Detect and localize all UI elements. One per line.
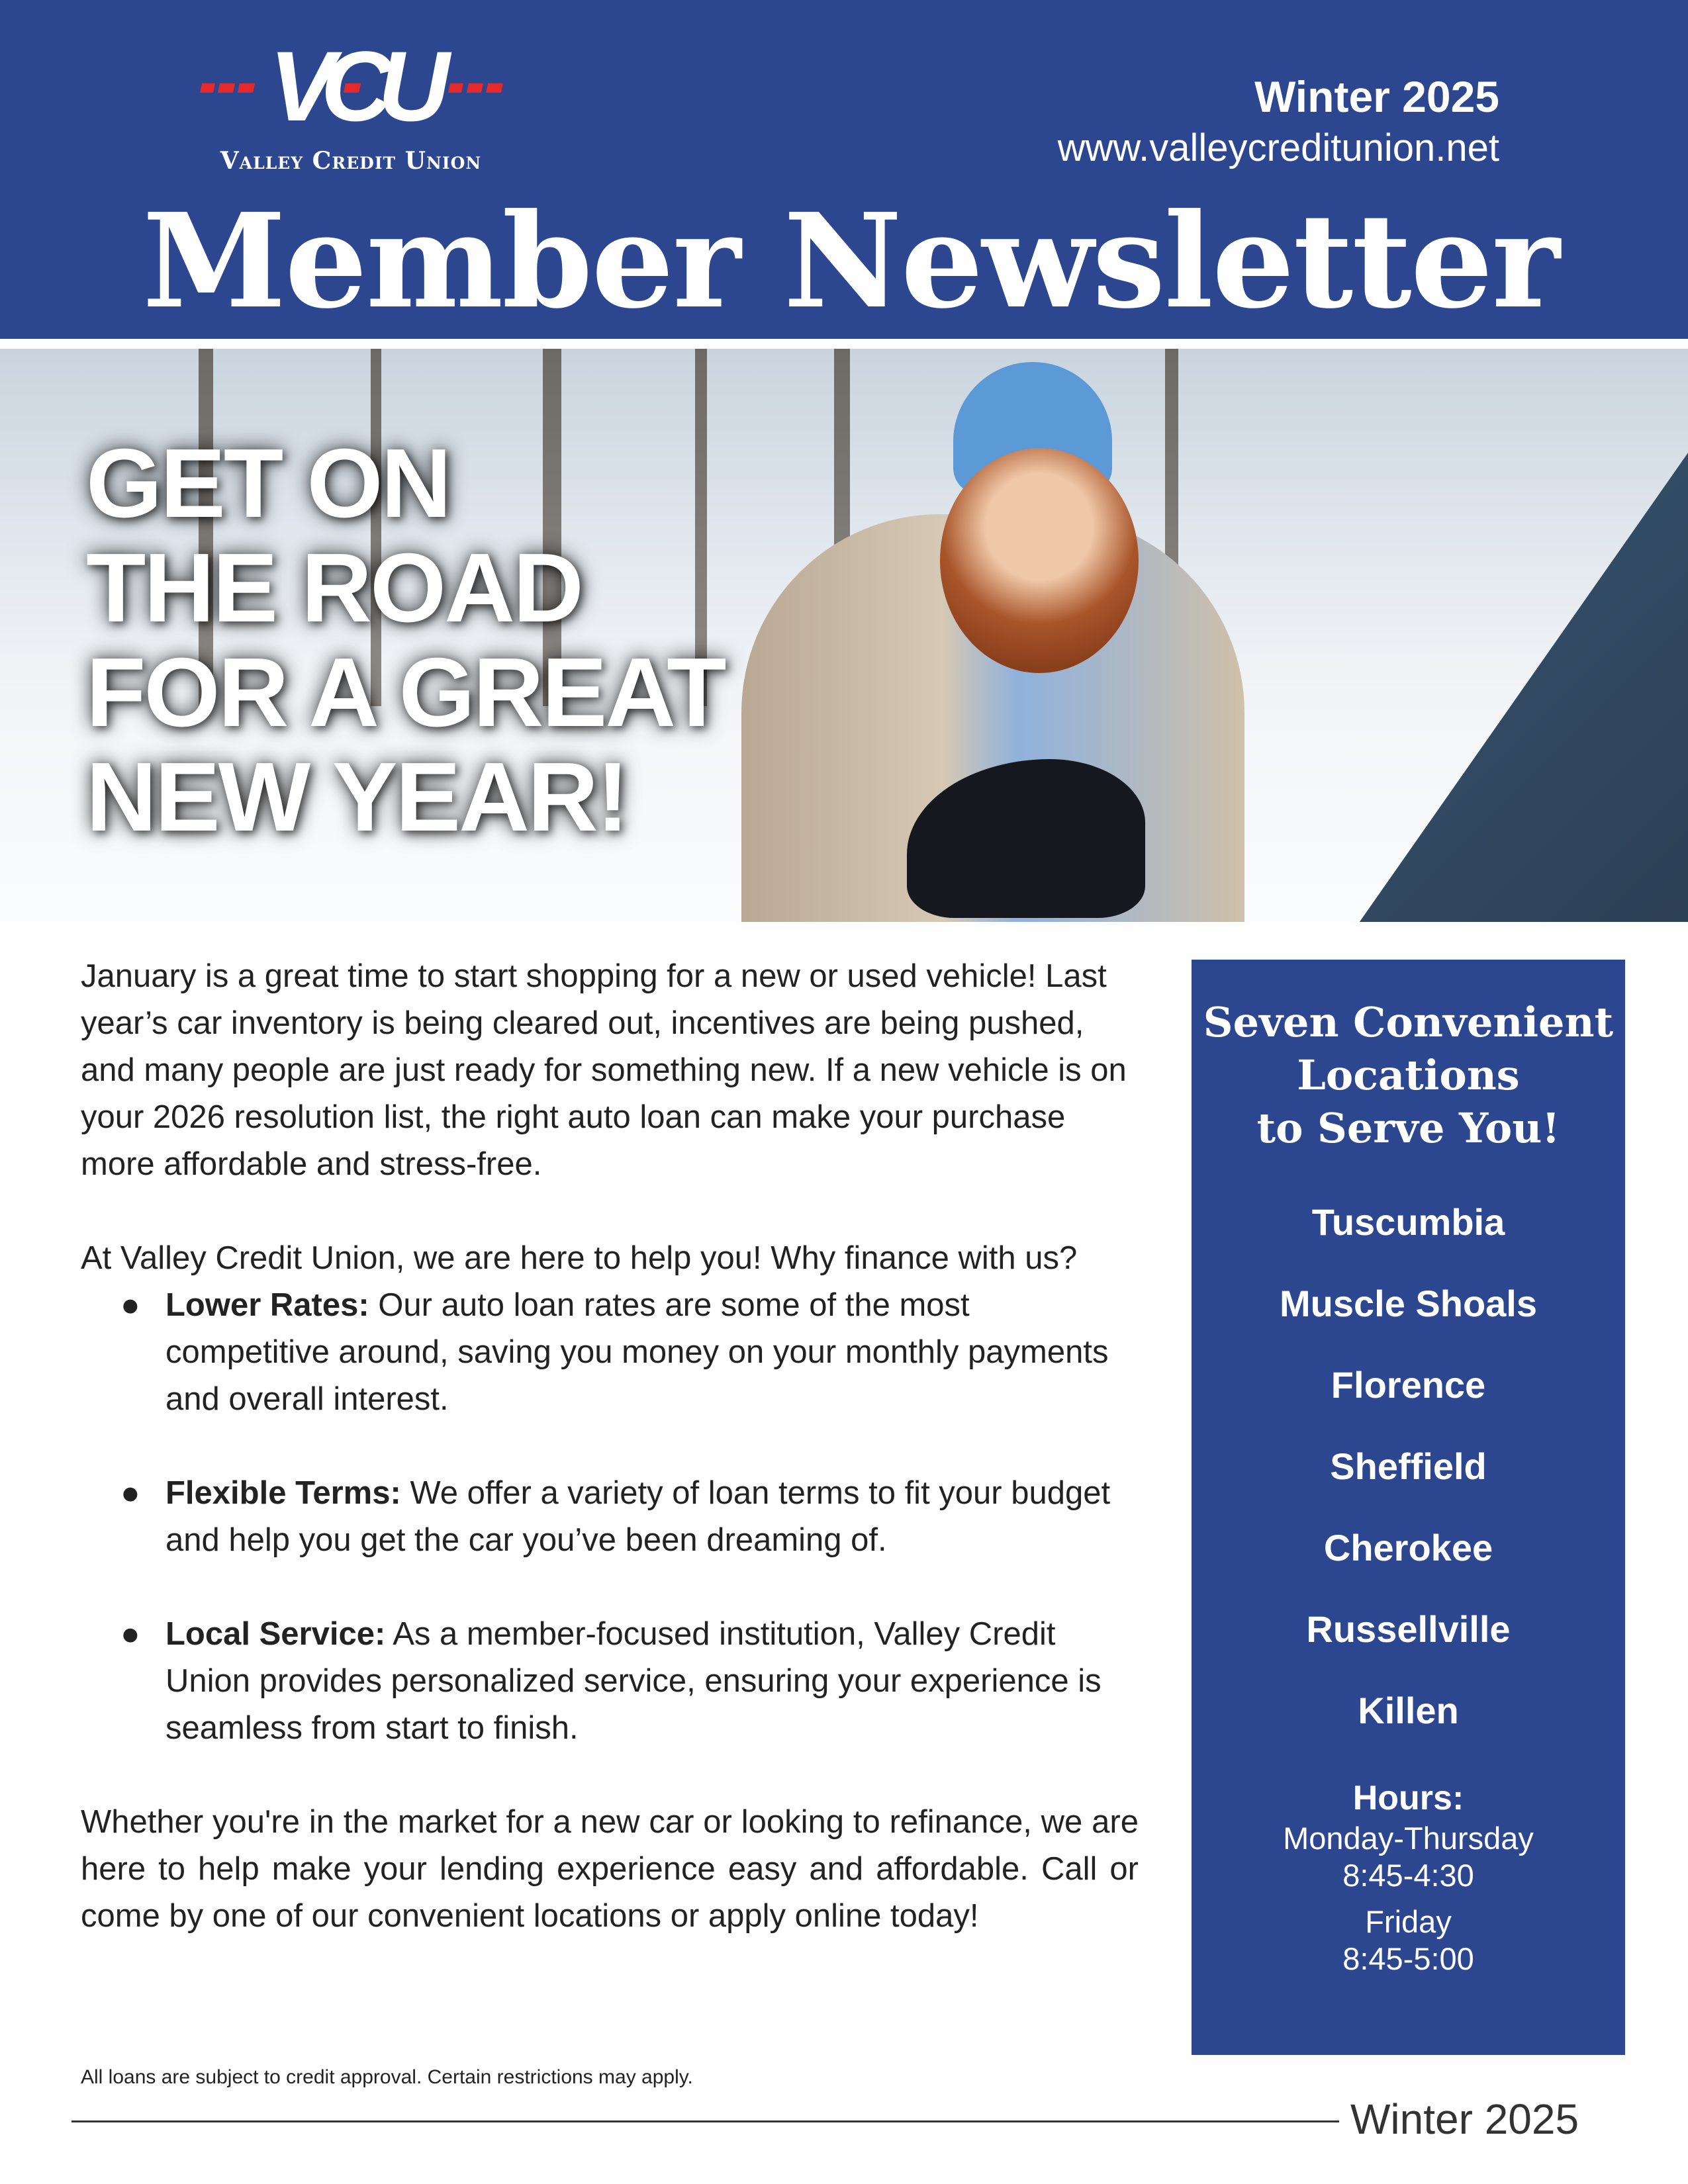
bullet-icon: ●: [120, 1287, 140, 1323]
website-link[interactable]: www.valleycreditunion.net: [1057, 126, 1499, 169]
intro-paragraph: January is a great time to start shopping for a new or used vehicle! Last year’s car inventory is being cleared out, incentives are being pushed, and many people are just ready for something new. If a new vehicle is on your 2026 resolution list, the right auto loan can make your purchase more affordable and stress-free.: [81, 958, 1127, 1182]
benefits-list: [81, 1282, 1139, 1752]
headline-line: FOR A GREAT: [86, 638, 725, 747]
locations-sidebar: [1192, 960, 1625, 2055]
benefit-text: As a member-focused institution, Valley Credit Union provides personalized service, ensuring your experience is seamless from start to finish.: [165, 1616, 1102, 1746]
sidebar-heading: Seven Convenient Locations to Serve You!: [1203, 998, 1614, 1152]
hours-time: 8:45-4:30: [1342, 1858, 1474, 1893]
svg-text:VCU: VCU: [269, 46, 436, 142]
closing-paragraph: Whether you're in the market for a new car or looking to refinance, we are here to help make your lending experience easy and affordable. Call or come by one of our convenient locations or apply online today!: [81, 1804, 1139, 1934]
masthead: [0, 0, 1688, 339]
location-item: Killen: [1358, 1690, 1459, 1731]
benefit-item: [81, 1282, 1139, 1423]
footer-divider: [71, 2120, 1339, 2122]
location-item: Muscle Shoals: [1279, 1283, 1538, 1324]
woman-face: [940, 448, 1139, 673]
benefit-text: We offer a variety of loan terms to fit your budget and help you get the car you’ve been dreaming of.: [165, 1475, 1111, 1558]
why-paragraph: At Valley Credit Union, we are here to help you! Why finance with us?: [81, 1240, 1078, 1276]
disclaimer: All loans are subject to credit approval. Certain restrictions may apply.: [81, 2066, 693, 2088]
article-body: [81, 953, 1139, 1987]
headline-line: NEW YEAR!: [86, 743, 628, 852]
bullet-icon: ●: [120, 1616, 140, 1652]
hours-days: Monday-Thursday: [1283, 1821, 1534, 1856]
benefit-title: Local Service:: [165, 1616, 386, 1652]
edition-label: Winter 2025: [1254, 72, 1499, 121]
location-item: Cherokee: [1323, 1527, 1493, 1569]
benefit-title: Lower Rates:: [165, 1287, 369, 1323]
page-title: Member Newsletter: [142, 185, 1559, 338]
benefit-title: Flexible Terms:: [165, 1475, 401, 1511]
benefit-item: [81, 1470, 1139, 1564]
bullet-icon: ●: [120, 1475, 140, 1511]
hours-days: Friday: [1365, 1904, 1452, 1939]
location-item: Sheffield: [1330, 1445, 1487, 1487]
hours-label: Hours:: [1352, 1779, 1464, 1817]
location-item: Tuscumbia: [1311, 1201, 1505, 1243]
hero-headline: [86, 429, 725, 852]
benefit-text: Our auto loan rates are some of the most competitive around, saving you money on your monthly payments and overall interest.: [165, 1287, 1109, 1417]
logo-name: Valley Credit Union: [220, 147, 482, 175]
headline-line: GET ON: [86, 429, 450, 538]
locations-list: [1192, 1181, 1625, 1751]
headline-line: THE ROAD: [86, 533, 582, 643]
hero-photo: [0, 349, 1688, 922]
location-item: Russellville: [1306, 1608, 1511, 1650]
hours-time: 8:45-5:00: [1342, 1941, 1474, 1976]
location-item: Florence: [1331, 1364, 1486, 1406]
footer-edition: Winter 2025: [1350, 2095, 1579, 2143]
benefit-item: [81, 1611, 1139, 1752]
